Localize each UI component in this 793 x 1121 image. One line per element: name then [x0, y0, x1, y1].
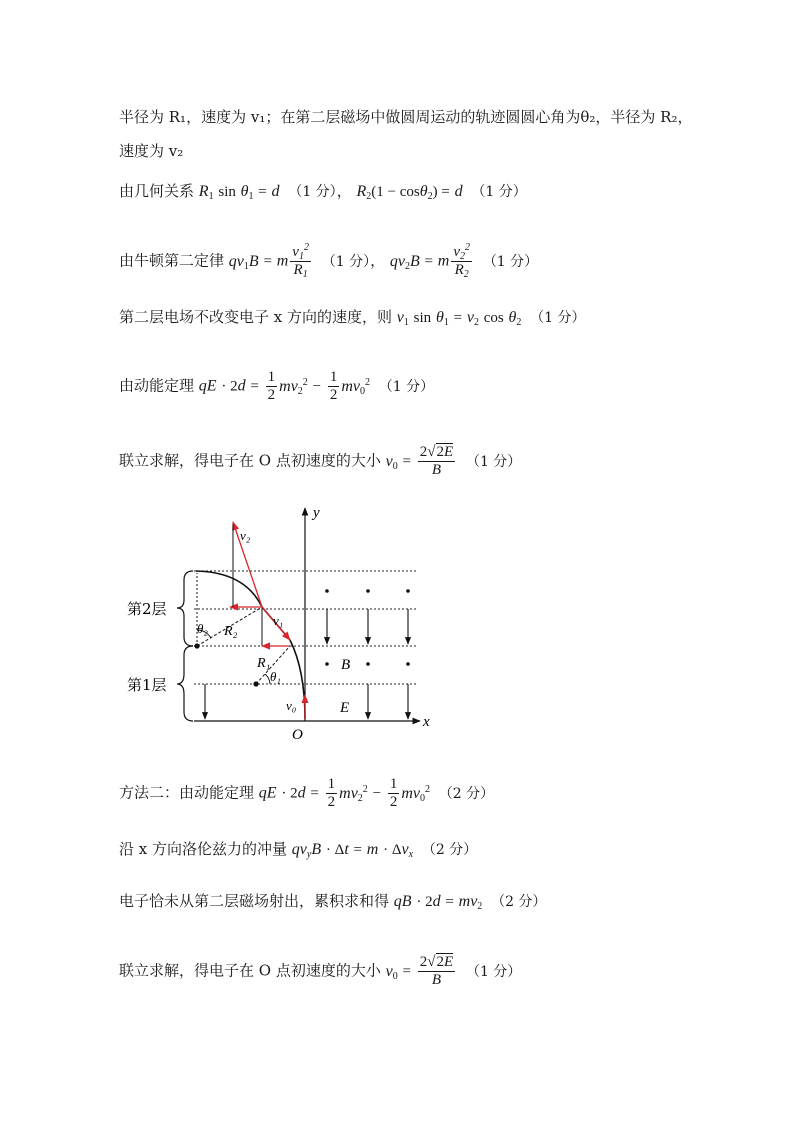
result-label: 联立求解，得电子在 O 点初速度的大小 — [119, 451, 381, 470]
B-label: B — [341, 657, 351, 673]
R1-label: R₁ — [257, 656, 271, 671]
layer2-brace — [177, 571, 193, 646]
method2-impulse: 沿 x 方向洛伦兹力的冲量 $qv_yB \cdot \Delta t = m \cdot \Delta v_x$ （2 分） — [119, 840, 478, 860]
physics-diagram — [118, 498, 438, 746]
points-5: （1 分） — [530, 310, 586, 326]
points-4: （1 分） — [482, 253, 539, 270]
points-11: （1 分） — [465, 963, 522, 980]
method2-result: 联立求解，得电子在 O 点初速度的大小 $v_0$ = $\frac{2√2E}{B}$ （1 分） — [119, 954, 522, 988]
geometry-label: 由几何关系 — [119, 182, 195, 200]
x-label: x — [423, 714, 430, 730]
layer2-label: 第2层 — [127, 600, 167, 618]
points-1: （1 分） — [288, 184, 337, 200]
line-2-text: 速度为 v₂ — [119, 142, 184, 160]
layer1-label: 第1层 — [127, 676, 167, 694]
E-label: E — [340, 700, 350, 716]
text-line-2 — [119, 141, 183, 161]
method2-label: 方法二：由动能定理 — [119, 783, 255, 802]
velocity-arrows — [230, 522, 305, 719]
equation-x-velocity: 第二层电场不改变电子 x 方向的速度，则 $v_1$ $\sin \theta_1 = v_2$ $\cos \theta_2$ （1 分） — [119, 308, 586, 328]
v1-label: v₁ — [273, 613, 284, 628]
equation-geometry: 由几何关系 $R_1$ $\sin \theta_1 = d$ （1 分）， $R_2(1 - \cos\theta_2) = d$ （1 分） — [119, 182, 527, 202]
points-6: （1 分） — [378, 378, 435, 395]
equation-newton: 由牛顿第二定律 $qv_1B = m$ $\frac{v_1^2}{R_1}$ （1 分）， $qv_2B = m$ $\frac{v_2^2}{R_2}$ （1 分） — [119, 242, 539, 280]
method2-result-label: 联立求解，得电子在 O 点初速度的大小 — [119, 961, 381, 980]
R2-label: R₂ — [224, 624, 238, 639]
layer1-brace — [177, 646, 193, 721]
theta1-label: θ₁ — [270, 669, 281, 684]
points-2: （1 分） — [471, 184, 527, 200]
points-9: （2 分） — [421, 842, 478, 858]
v0-label: v₀ — [286, 698, 297, 713]
points-10: （2 分） — [491, 894, 547, 910]
points-7: （1 分） — [465, 453, 522, 470]
line-1-text: 半径为 R₁，速度为 v₁；在第二层磁场中做圆周运动的轨迹圆圆心角为θ₂，半径为 R₂， — [119, 108, 693, 126]
v2-label: v₂ — [240, 528, 251, 543]
equation-energy: 由动能定理 qE · 2d = $\frac{1}{2}$ $mv_2^2$ − $\frac{1}{2}$ $mv_0^2$ （1 分） — [119, 369, 435, 403]
y-label: y — [313, 505, 320, 521]
newton-label: 由牛顿第二定律 — [119, 251, 225, 270]
method2-energy: 方法二：由动能定理 qE · 2d = $\frac{1}{2}$ $mv_2^2$ − $\frac{1}{2}$ $mv_0^2$ （2 分） — [119, 776, 495, 810]
theta2-label: θ₂ — [197, 621, 208, 636]
equation-result: 联立求解，得电子在 O 点初速度的大小 $v_0$ = $\frac{2√2E}{B}$ （1 分） — [119, 444, 522, 478]
impulse-label: 沿 x 方向洛伦兹力的冲量 — [119, 840, 287, 858]
trajectory — [196, 571, 305, 719]
energy-label: 由动能定理 — [119, 376, 195, 395]
method2-sum: 电子恰未从第二层磁场射出，累积求和得 qB · $2d = mv_2$ （2 分） — [119, 892, 547, 912]
sum-label: 电子恰未从第二层磁场射出，累积求和得 — [119, 892, 390, 910]
points-3: （1 分） — [321, 253, 371, 270]
text-line-1 — [119, 107, 692, 127]
points-8: （2 分） — [438, 785, 495, 802]
origin-label: O — [292, 727, 303, 743]
x-velocity-label: 第二层电场不改变电子 x 方向的速度，则 — [119, 308, 392, 326]
